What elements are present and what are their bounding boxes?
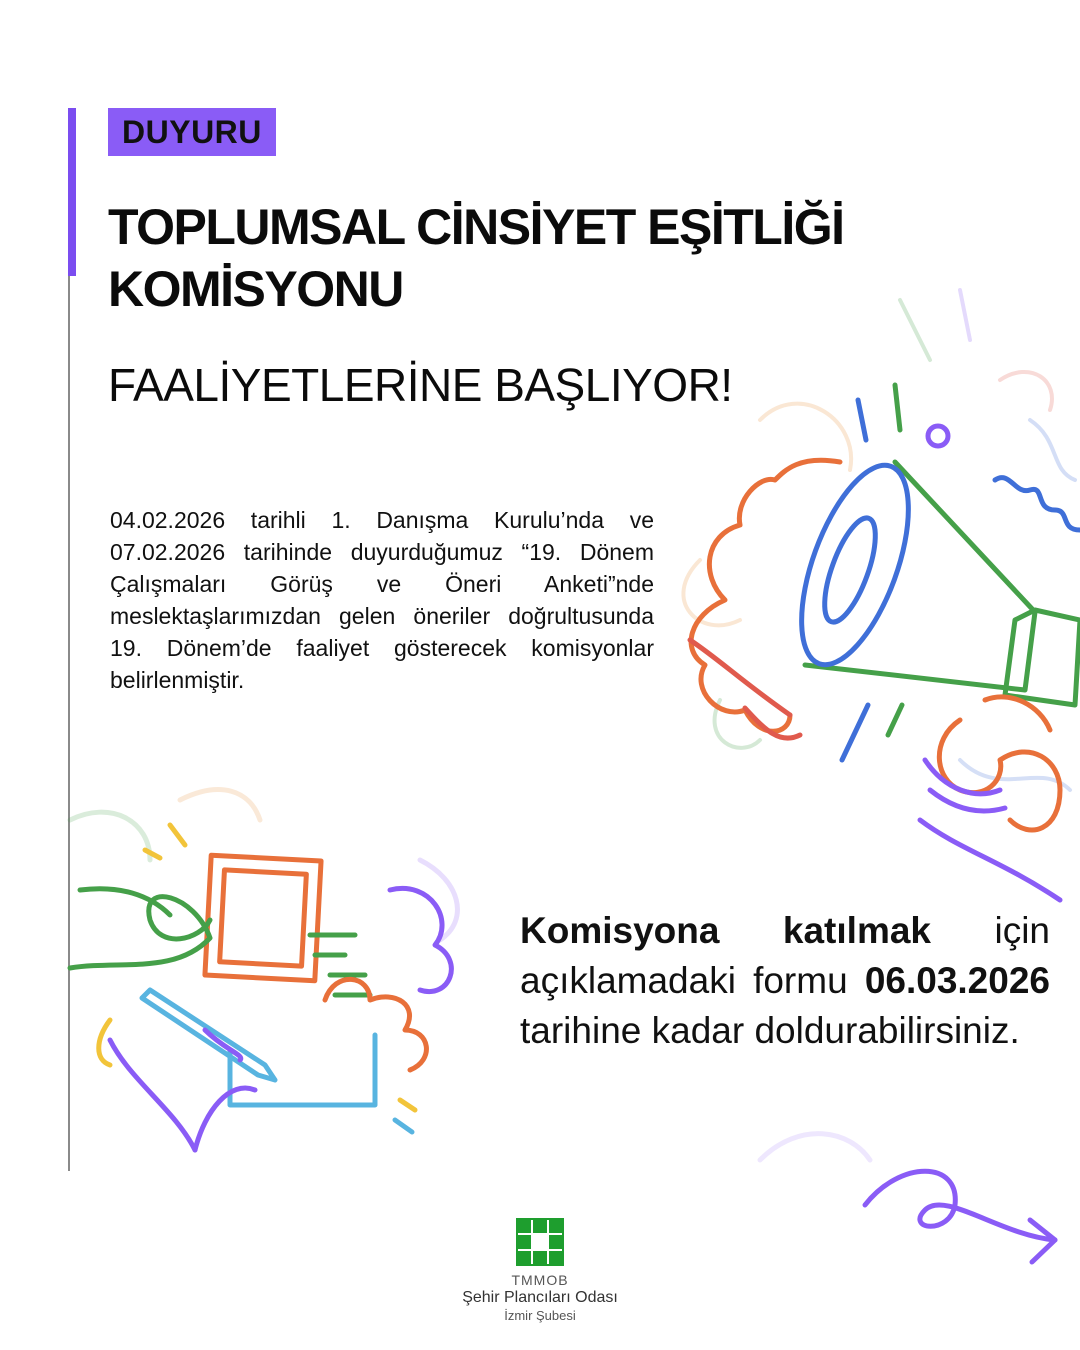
title-line-1: TOPLUMSAL CİNSİYET EŞİTLİĞİ <box>108 199 844 255</box>
page-subtitle: FAALİYETLERİNE BAŞLIYOR! <box>108 359 733 411</box>
cta-bold-1: Komisyona katılmak <box>520 910 931 951</box>
page-title <box>108 196 968 320</box>
accent-bar <box>68 108 76 276</box>
cta-deadline: 06.03.2026 <box>864 960 1050 1001</box>
swirl-arrow-illustration <box>760 1134 1055 1262</box>
faded-doodles-icon <box>683 290 1075 790</box>
megaphone-illustration <box>690 385 1080 900</box>
announcement-tag: DUYURU <box>108 108 276 156</box>
document-writing-illustration <box>70 790 457 1150</box>
divider-line <box>68 276 70 1171</box>
cta-text-1: için açıklamadaki formu <box>520 910 1050 1001</box>
organization-logo <box>455 1218 625 1324</box>
logo-branch: İzmir Şubesi <box>504 1308 576 1323</box>
call-to-action <box>520 906 1050 1056</box>
cta-text-2: tarihine kadar doldurabilirsiniz. <box>520 1010 1020 1051</box>
logo-org: TMMOB <box>511 1272 569 1288</box>
title-line-2: KOMİSYONU <box>108 261 403 317</box>
announcement-body: 04.02.2026 tarihli 1. Danışma Kurulu’nda ve 07.02.2026 tarihinde duyurduğumuz “19. Dönem Çalışmaları Görüş ve Öneri Anketi”nde meslektaşlarımızdan gelen öneriler doğrultusunda 19. Dönem’de faaliyet gösterecek komisyonlar belirlenmiştir. <box>110 507 654 693</box>
tmmob-logo-icon <box>516 1218 564 1266</box>
logo-name: Şehir Plancıları Odası <box>462 1289 618 1306</box>
